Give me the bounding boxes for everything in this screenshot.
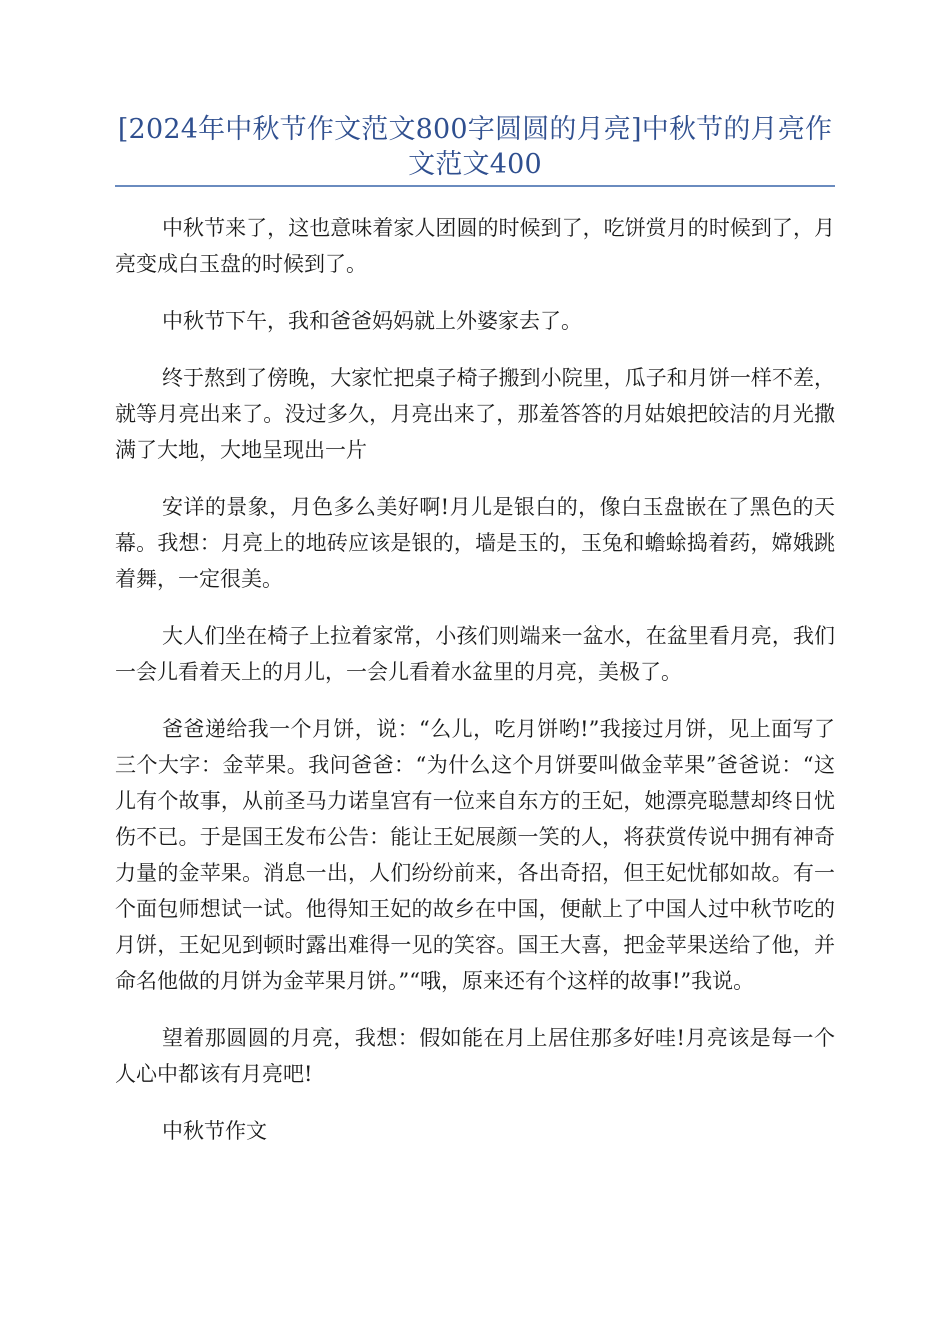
paragraph-7: 望着那圆圆的月亮，我想：假如能在月上居住那多好哇!月亮该是每一个人心中都该有月亮吧! <box>115 1026 835 1086</box>
paragraph-8: 中秋节作文 <box>162 1119 267 1143</box>
title-divider <box>115 185 835 187</box>
document-body <box>115 210 835 1170</box>
document-title: [2024年中秋节作文范文800字圆圆的月亮]中秋节的月亮作文范文400 <box>117 114 833 180</box>
paragraph-4: 安详的景象，月色多么美好啊!月儿是银白的，像白玉盘嵌在了黑色的天幕。我想：月亮上的地砖应该是银的，墙是玉的，玉兔和蟾蜍捣着药，嫦娥跳着舞，一定很美。 <box>115 495 835 591</box>
paragraph-2: 中秋节下午，我和爸爸妈妈就上外婆家去了。 <box>162 309 582 333</box>
paragraph-5: 大人们坐在椅子上拉着家常，小孩们则端来一盆水，在盆里看月亮，我们一会儿看着天上的月儿，一会儿看着水盆里的月亮，美极了。 <box>115 624 835 684</box>
paragraph-6: 爸爸递给我一个月饼，说：“么儿，吃月饼哟!”我接过月饼，见上面写了三个大字：金苹果。我问爸爸：“为什么这个月饼要叫做金苹果”爸爸说：“这儿有个故事，从前圣马力诺皇宫有一位来自东方的王妃，她漂亮聪慧却终日忧伤不已。于是国王发布公告：能让王妃展颜一笑的人，将获赏传说中拥有神奇力量的金苹果。消息一出，人们纷纷前来，各出奇招，但王妃忧郁如故。有一个面包师想试一试。他得知王妃的故乡在中国，便献上了中国人过中秋节吃的月饼，王妃见到顿时露出难得一见的笑容。国王大喜，把金苹果送给了他，并命名他做的月饼为金苹果月饼。”“哦，原来还有个这样的故事!”我说。 <box>115 717 835 993</box>
paragraph-1: 中秋节来了，这也意味着家人团圆的时候到了，吃饼赏月的时候到了，月亮变成白玉盘的时候到了。 <box>115 216 835 276</box>
paragraph-3: 终于熬到了傍晚，大家忙把桌子椅子搬到小院里，瓜子和月饼一样不差，就等月亮出来了。没过多久，月亮出来了，那羞答答的月姑娘把皎洁的月光撒满了大地，大地呈现出一片 <box>115 366 835 462</box>
title-block <box>115 112 835 182</box>
